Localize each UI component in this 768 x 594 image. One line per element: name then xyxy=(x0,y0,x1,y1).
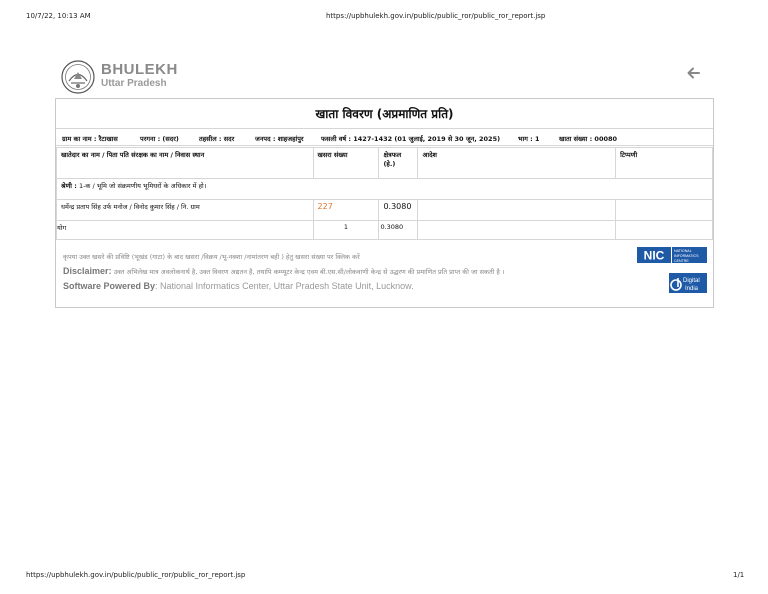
total-remark-cell xyxy=(616,221,713,240)
powered-label: Software Powered By xyxy=(63,281,156,291)
district-name: जनपद : शाहजहांपुर xyxy=(255,135,304,143)
khasra-click-note: कृपया उक्त खसरे की प्रविष्टि (भूखंड (गाटा) के बाद खसरा /विक्रय /भू-नक्शा /नामांतरण बही ) हेतु खसरा संख्या पर क्लिक करें xyxy=(63,253,360,261)
nic-logo-icon xyxy=(637,247,707,263)
brand xyxy=(101,62,178,90)
disclaimer-text: उक्त अभिलेख मात्र अवलोकनार्थ है, उक्त विवरण अद्यतन है, तथापि कम्प्यूटर केन्द्र एवम बी.एस.सी/लोकवाणी केन्द्र से उद्धरण की प्रमाणित प्रति प्राप्त की जा सकती है । xyxy=(111,268,505,276)
col-order: आदेश xyxy=(418,148,616,179)
pargana-name: परगना : (सदर) xyxy=(140,135,179,143)
class-row xyxy=(57,179,713,200)
brand-name: BHULEKH xyxy=(101,61,178,78)
meta-row xyxy=(56,128,713,146)
back-arrow-icon[interactable] xyxy=(686,66,700,80)
fasli-year: फसली वर्ष : 1427-1432 (01 जुलाई, 2019 से 30 जून, 2025) xyxy=(321,135,501,143)
brand-state: Uttar Pradesh xyxy=(101,78,167,89)
total-count: 1 xyxy=(313,221,379,240)
print-url: https://upbhulekh.gov.in/public/public_ror/public_ror_report.jsp xyxy=(326,12,546,20)
col-area: क्षेत्रफल (हे.) xyxy=(379,148,418,179)
remark-cell xyxy=(616,200,713,221)
up-govt-emblem-icon xyxy=(61,60,95,94)
print-footer-url: https://upbhulekh.gov.in/public/public_ror/public_ror_report.jsp xyxy=(26,571,246,579)
nic-line1: NATIONAL xyxy=(674,249,692,253)
notes xyxy=(63,252,623,291)
nic-line2: INFORMATICS xyxy=(674,254,699,258)
khasra-link[interactable]: 227 xyxy=(317,202,333,211)
powered-by xyxy=(63,281,623,291)
khata-number: खाता संख्या : 00080 xyxy=(559,135,618,143)
print-datetime: 10/7/22, 10:13 AM xyxy=(26,12,91,20)
powered-text: : National Informatics Center, Uttar Pradesh State Unit, Lucknow. xyxy=(155,281,414,291)
col-owner: खातेदार का नाम / पिता पति संरक्षक का नाम / निवास स्थान xyxy=(57,148,314,179)
di-line2: India xyxy=(685,286,699,292)
total-order-cell xyxy=(418,221,616,240)
tehsil-name: तहसील : सदर xyxy=(199,135,235,143)
holders-table xyxy=(56,147,713,240)
nic-line3: CENTRE xyxy=(674,259,689,263)
class-cell xyxy=(57,179,713,200)
report-panel xyxy=(55,98,714,308)
class-label: श्रेणी : xyxy=(61,182,77,190)
village-name: ग्राम का नाम : रैटाखास xyxy=(62,135,118,143)
total-row xyxy=(57,221,713,240)
digital-india-logo-icon xyxy=(669,273,707,293)
col-remark: टिप्पणी xyxy=(616,148,713,179)
print-page-number: 1/1 xyxy=(733,571,745,579)
order-cell xyxy=(418,200,616,221)
table-row xyxy=(57,200,713,221)
di-line1: Digital xyxy=(683,278,700,284)
disclaimer xyxy=(63,266,623,276)
table-header-row xyxy=(57,148,713,179)
col-khasra: खसरा संख्या xyxy=(313,148,379,179)
report-title: खाता विवरण (अप्रमाणित प्रति) xyxy=(315,107,454,121)
area-value: 0.3080 xyxy=(379,200,418,221)
total-area: 0.3080 xyxy=(379,221,418,240)
class-text: 1-क / भूमि जो संक्रमणीय भूमिधरों के अधिकार में हो। xyxy=(78,182,207,190)
khasra-cell xyxy=(313,200,379,221)
total-label: योग xyxy=(57,221,314,240)
disclaimer-label: Disclaimer: xyxy=(63,266,112,276)
bhag: भाग : 1 xyxy=(518,135,540,143)
nic-abbr: NIC xyxy=(643,248,665,263)
owner-name: धर्मेन्द्र प्रताप सिंह उर्फ मनोज / विनोद कुमार सिंह / नि. ग्राम xyxy=(57,200,314,221)
